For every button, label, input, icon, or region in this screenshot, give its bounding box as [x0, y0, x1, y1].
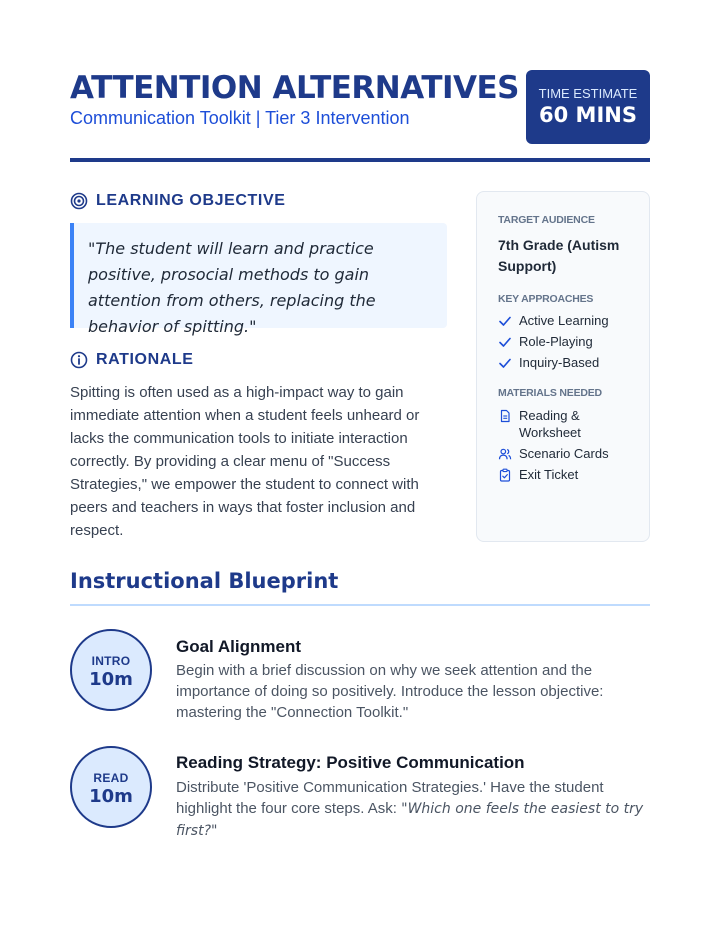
- time-estimate-badge: [526, 70, 650, 144]
- blueprint-divider: [70, 604, 650, 606]
- materials-list: [498, 407, 633, 483]
- blueprint-title: Instructional Blueprint: [70, 569, 339, 593]
- target-audience-value: 7th Grade (Autism Support): [498, 237, 620, 274]
- step-description: [176, 777, 646, 842]
- step-description: Begin with a brief discussion on why we seek attention and the importance of doing so positively. Introduce the lesson objective: mastering the "Connection Toolkit.": [176, 662, 604, 721]
- objective-text: "The student will learn and practice positive, prosocial methods to gain attention from others, replacing the behavior of spitting.": [88, 239, 376, 336]
- approach-label: Role-Playing: [519, 334, 593, 349]
- list-item: [498, 445, 633, 462]
- lesson-plan-page: [70, 0, 650, 932]
- rationale-text: Spitting is often used as a high-impact way to gain immediate attention when a student feels unheard or lacks the communication tools to initiate interaction correctly. By providing a clear menu of "Success Strategies," we empower the student to connect with peers and teachers in ways that foster inclusion and respect.: [70, 384, 420, 539]
- approach-label: Active Learning: [519, 313, 609, 328]
- time-estimate-value: 60 MINS: [539, 103, 637, 127]
- step-description-quote: "Which one feels the easiest to try first?": [176, 801, 644, 839]
- page-title: ATTENTION ALTERNATIVES: [70, 70, 519, 106]
- key-approaches-list: [498, 312, 633, 371]
- step-description-text: Distribute 'Positive Communication Strategies.' Have the student highlight the four core steps. Ask:: [176, 779, 604, 817]
- objective-callout: [70, 223, 447, 336]
- learning-objective-label: LEARNING OBJECTIVE: [96, 192, 286, 209]
- list-item: [498, 312, 633, 329]
- approach-label: Inquiry-Based: [519, 355, 600, 370]
- users-icon: [498, 447, 512, 461]
- list-item: [498, 407, 608, 441]
- check-icon: [498, 356, 512, 370]
- clipboard-icon: [498, 468, 512, 482]
- material-label: Scenario Cards: [519, 446, 609, 461]
- target-audience-label: TARGET AUDIENCE: [498, 214, 595, 226]
- learning-objective-heading: [70, 192, 286, 210]
- materials-needed-label: MATERIALS NEEDED: [498, 387, 602, 399]
- step-phase: READ: [93, 771, 129, 785]
- step-title: Goal Alignment: [176, 637, 301, 656]
- step-badge-read: [70, 746, 152, 828]
- lesson-details-sidebar: [476, 191, 650, 542]
- key-approaches-label: KEY APPROACHES: [498, 293, 594, 305]
- material-label: Reading & Worksheet: [519, 408, 581, 440]
- target-icon: [70, 192, 88, 210]
- step-phase: INTRO: [91, 654, 131, 668]
- rationale-label: RATIONALE: [96, 351, 194, 368]
- rationale-heading: [70, 351, 194, 369]
- page-subtitle: Communication Toolkit | Tier 3 Intervention: [70, 108, 410, 128]
- info-icon: [70, 351, 88, 369]
- document-icon: [498, 409, 512, 423]
- step-duration: 10m: [89, 669, 133, 690]
- step-duration: 10m: [89, 786, 133, 807]
- step-title: Reading Strategy: Positive Communication: [176, 753, 525, 772]
- list-item: [498, 354, 633, 371]
- time-estimate-label: TIME ESTIMATE: [538, 86, 638, 101]
- check-icon: [498, 314, 512, 328]
- list-item: [498, 466, 633, 483]
- header-divider: [70, 158, 650, 162]
- step-badge-intro: [70, 629, 152, 711]
- list-item: [498, 333, 633, 350]
- material-label: Exit Ticket: [519, 467, 579, 482]
- check-icon: [498, 335, 512, 349]
